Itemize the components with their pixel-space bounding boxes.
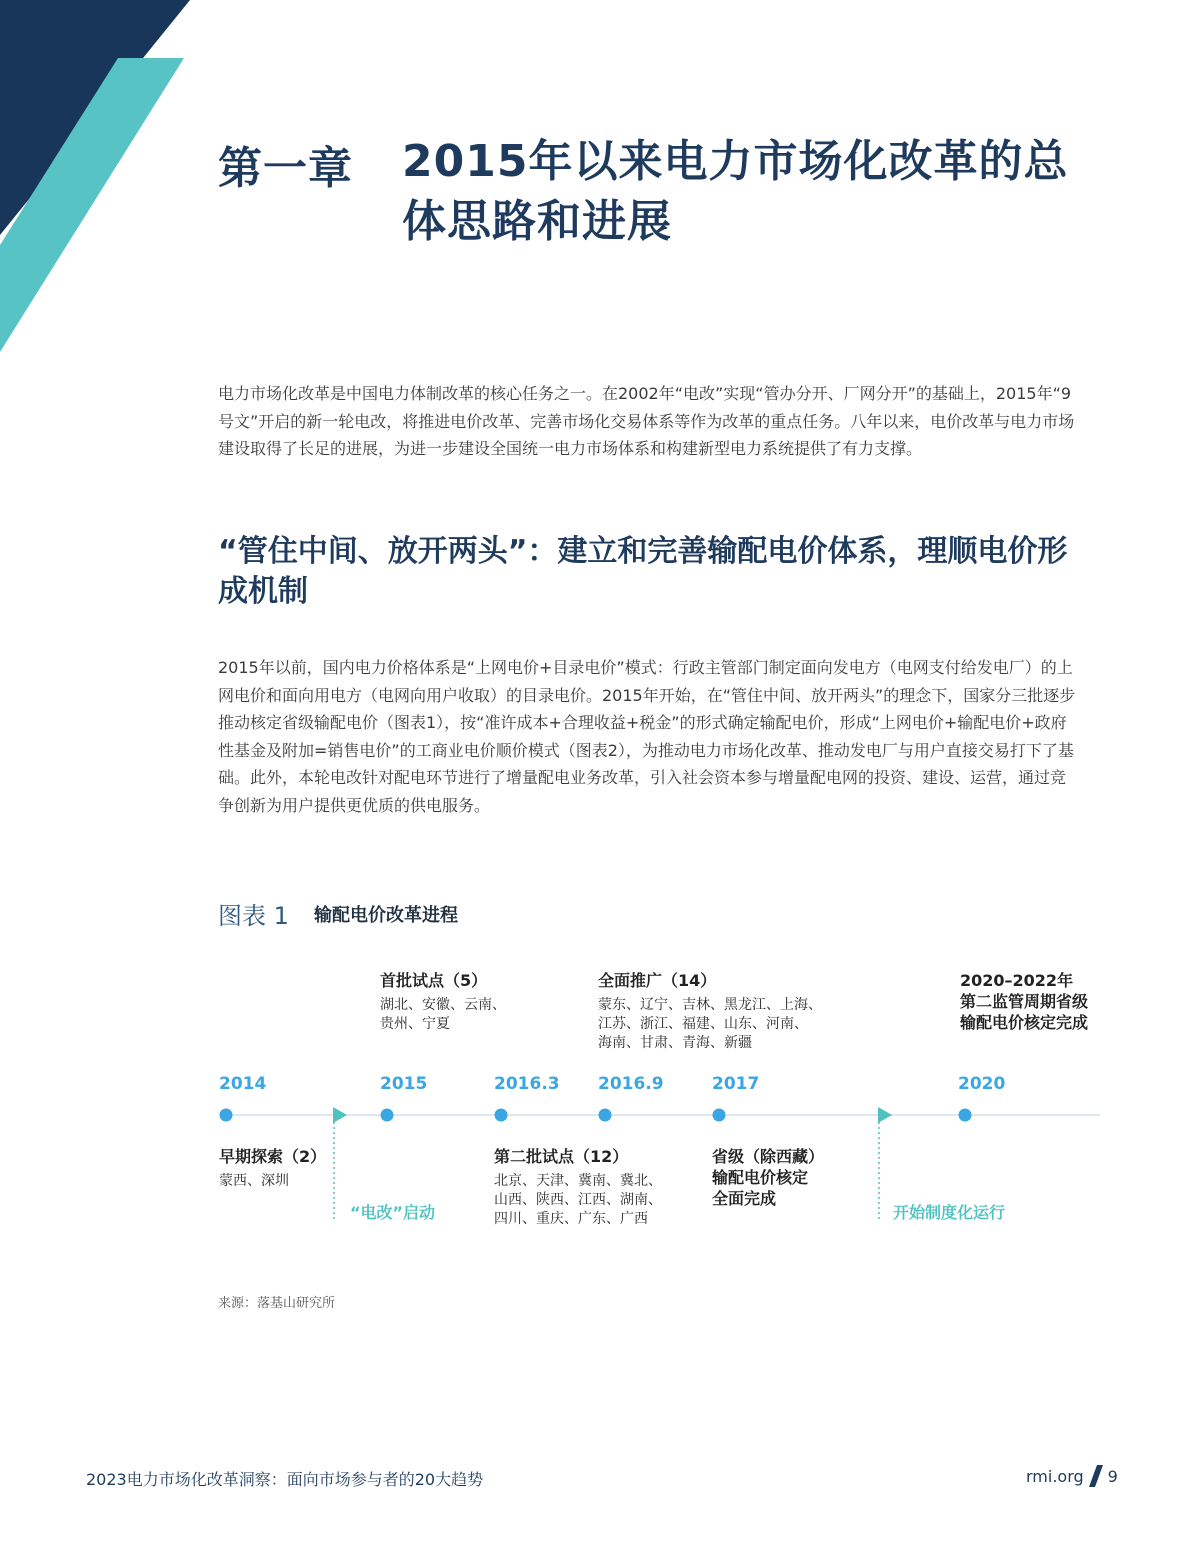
event-title-line: 第二监管周期省级: [960, 992, 1089, 1011]
event-line: 四川、重庆、广东、广西: [494, 1211, 648, 1227]
event-title: [712, 1146, 824, 1209]
event-line: 湖北、安徽、云南、: [380, 997, 506, 1013]
figure-source: 来源：落基山研究所: [218, 1296, 336, 1311]
timeline-dot: [495, 1109, 508, 1122]
event-list: [219, 1172, 289, 1191]
milestone-arrow: [878, 1107, 892, 1123]
event-title: [960, 970, 1088, 1033]
milestone-arrow: [333, 1107, 347, 1123]
timeline-dot: [381, 1109, 394, 1122]
event-title: 早期探索（2）: [219, 1147, 327, 1166]
event-list: [494, 1172, 662, 1229]
section-heading: “管住中间、放开两头”：建立和完善输配电价体系，理顺电价形成机制: [218, 534, 1068, 609]
timeline-year: 2015: [380, 1074, 428, 1094]
slash-icon: [1086, 1464, 1106, 1488]
timeline-year: 2016.9: [598, 1074, 664, 1094]
event-line: 北京、天津、冀南、冀北、: [494, 1173, 662, 1189]
timeline-dot: [959, 1109, 972, 1122]
event-title-line: 省级（除西藏）: [712, 1147, 825, 1166]
intro-paragraph: 电力市场化改革是中国电力体制改革的核心任务之一。在2002年“电改”实现“管办分开、厂网分开”的基础上，2015年“9号文”开启的新一轮电改，将推进电价改革、完善市场化交易体系等作为改革的重点任务。八年以来，电价改革与电力市场建设取得了长足的进展，为进一步建设全国统一电力市场体系和构建新型电力系统提供了有力支撑。: [218, 384, 1075, 458]
chapter-label: 第一章: [218, 143, 353, 194]
event-title: 全面推广（14）: [598, 971, 717, 990]
timeline-year: 2016.3: [494, 1074, 560, 1094]
event-title-line: 输配电价核定完成: [960, 1013, 1089, 1032]
timeline-dot: [713, 1109, 726, 1122]
figure-title: 输配电价改革进程: [314, 905, 458, 926]
timeline-year: 2020: [958, 1074, 1006, 1094]
event-list: [380, 996, 506, 1034]
page-number: 9: [1107, 1466, 1118, 1486]
timeline-dot: [599, 1109, 612, 1122]
event-line: 山西、陕西、江西、湖南、: [494, 1192, 662, 1208]
section-paragraph: 2015年以前，国内电力价格体系是“上网电价+目录电价”模式：行政主管部门制定面向发电方（电网支付给发电厂）的上网电价和面向用电方（电网向用户收取）的目录电价。2015年开始，在“管住中间、放开两头”的理念下，国家分三批逐步推动核定省级输配电价（图表1），按“准许成本+合理收益+税金”的形式确定输配电价，形成“上网电价+输配电价+政府性基金及附加=销售电价”的工商业电价顺价模式（图表2），为推动电力市场化改革、推动发电厂与用户直接交易打下了基础。此外，本轮电改针对配电环节进行了增量配电业务改革，引入社会资本参与增量配电网的投资、建设、运营，通过竞争创新为用户提供更优质的供电服务。: [218, 658, 1076, 815]
event-line: 江苏、浙江、福建、山东、河南、: [598, 1016, 808, 1032]
event-line: 蒙东、辽宁、吉林、黑龙江、上海、: [598, 997, 822, 1013]
footer-site[interactable]: rmi.org: [1026, 1466, 1084, 1486]
footer-report-title: 2023电力市场化改革洞察：面向市场参与者的20大趋势: [86, 1470, 484, 1489]
event-line: 贵州、宁夏: [380, 1016, 450, 1032]
milestone-label: “电改”启动: [350, 1203, 436, 1222]
milestone-label: 开始制度化运行: [893, 1203, 1006, 1222]
event-title: 第二批试点（12）: [494, 1147, 629, 1166]
chapter-title: 2015年以来电力市场化改革的总体思路和进展: [402, 136, 1069, 247]
event-title-line: 2020–2022年: [960, 971, 1074, 990]
event-list: [598, 996, 822, 1053]
timeline-dot: [220, 1109, 233, 1122]
timeline-year: 2014: [219, 1074, 267, 1094]
figure-label: 图表 1: [218, 902, 289, 930]
event-line: 海南、甘肃、青海、新疆: [598, 1035, 752, 1051]
event-line: 蒙西、深圳: [219, 1173, 289, 1189]
timeline-year: 2017: [712, 1074, 760, 1094]
event-title-line: 全面完成: [712, 1189, 777, 1208]
footer-page-info: [1026, 1464, 1118, 1488]
event-title-line: 输配电价核定: [712, 1168, 809, 1187]
event-title: 首批试点（5）: [380, 971, 488, 990]
